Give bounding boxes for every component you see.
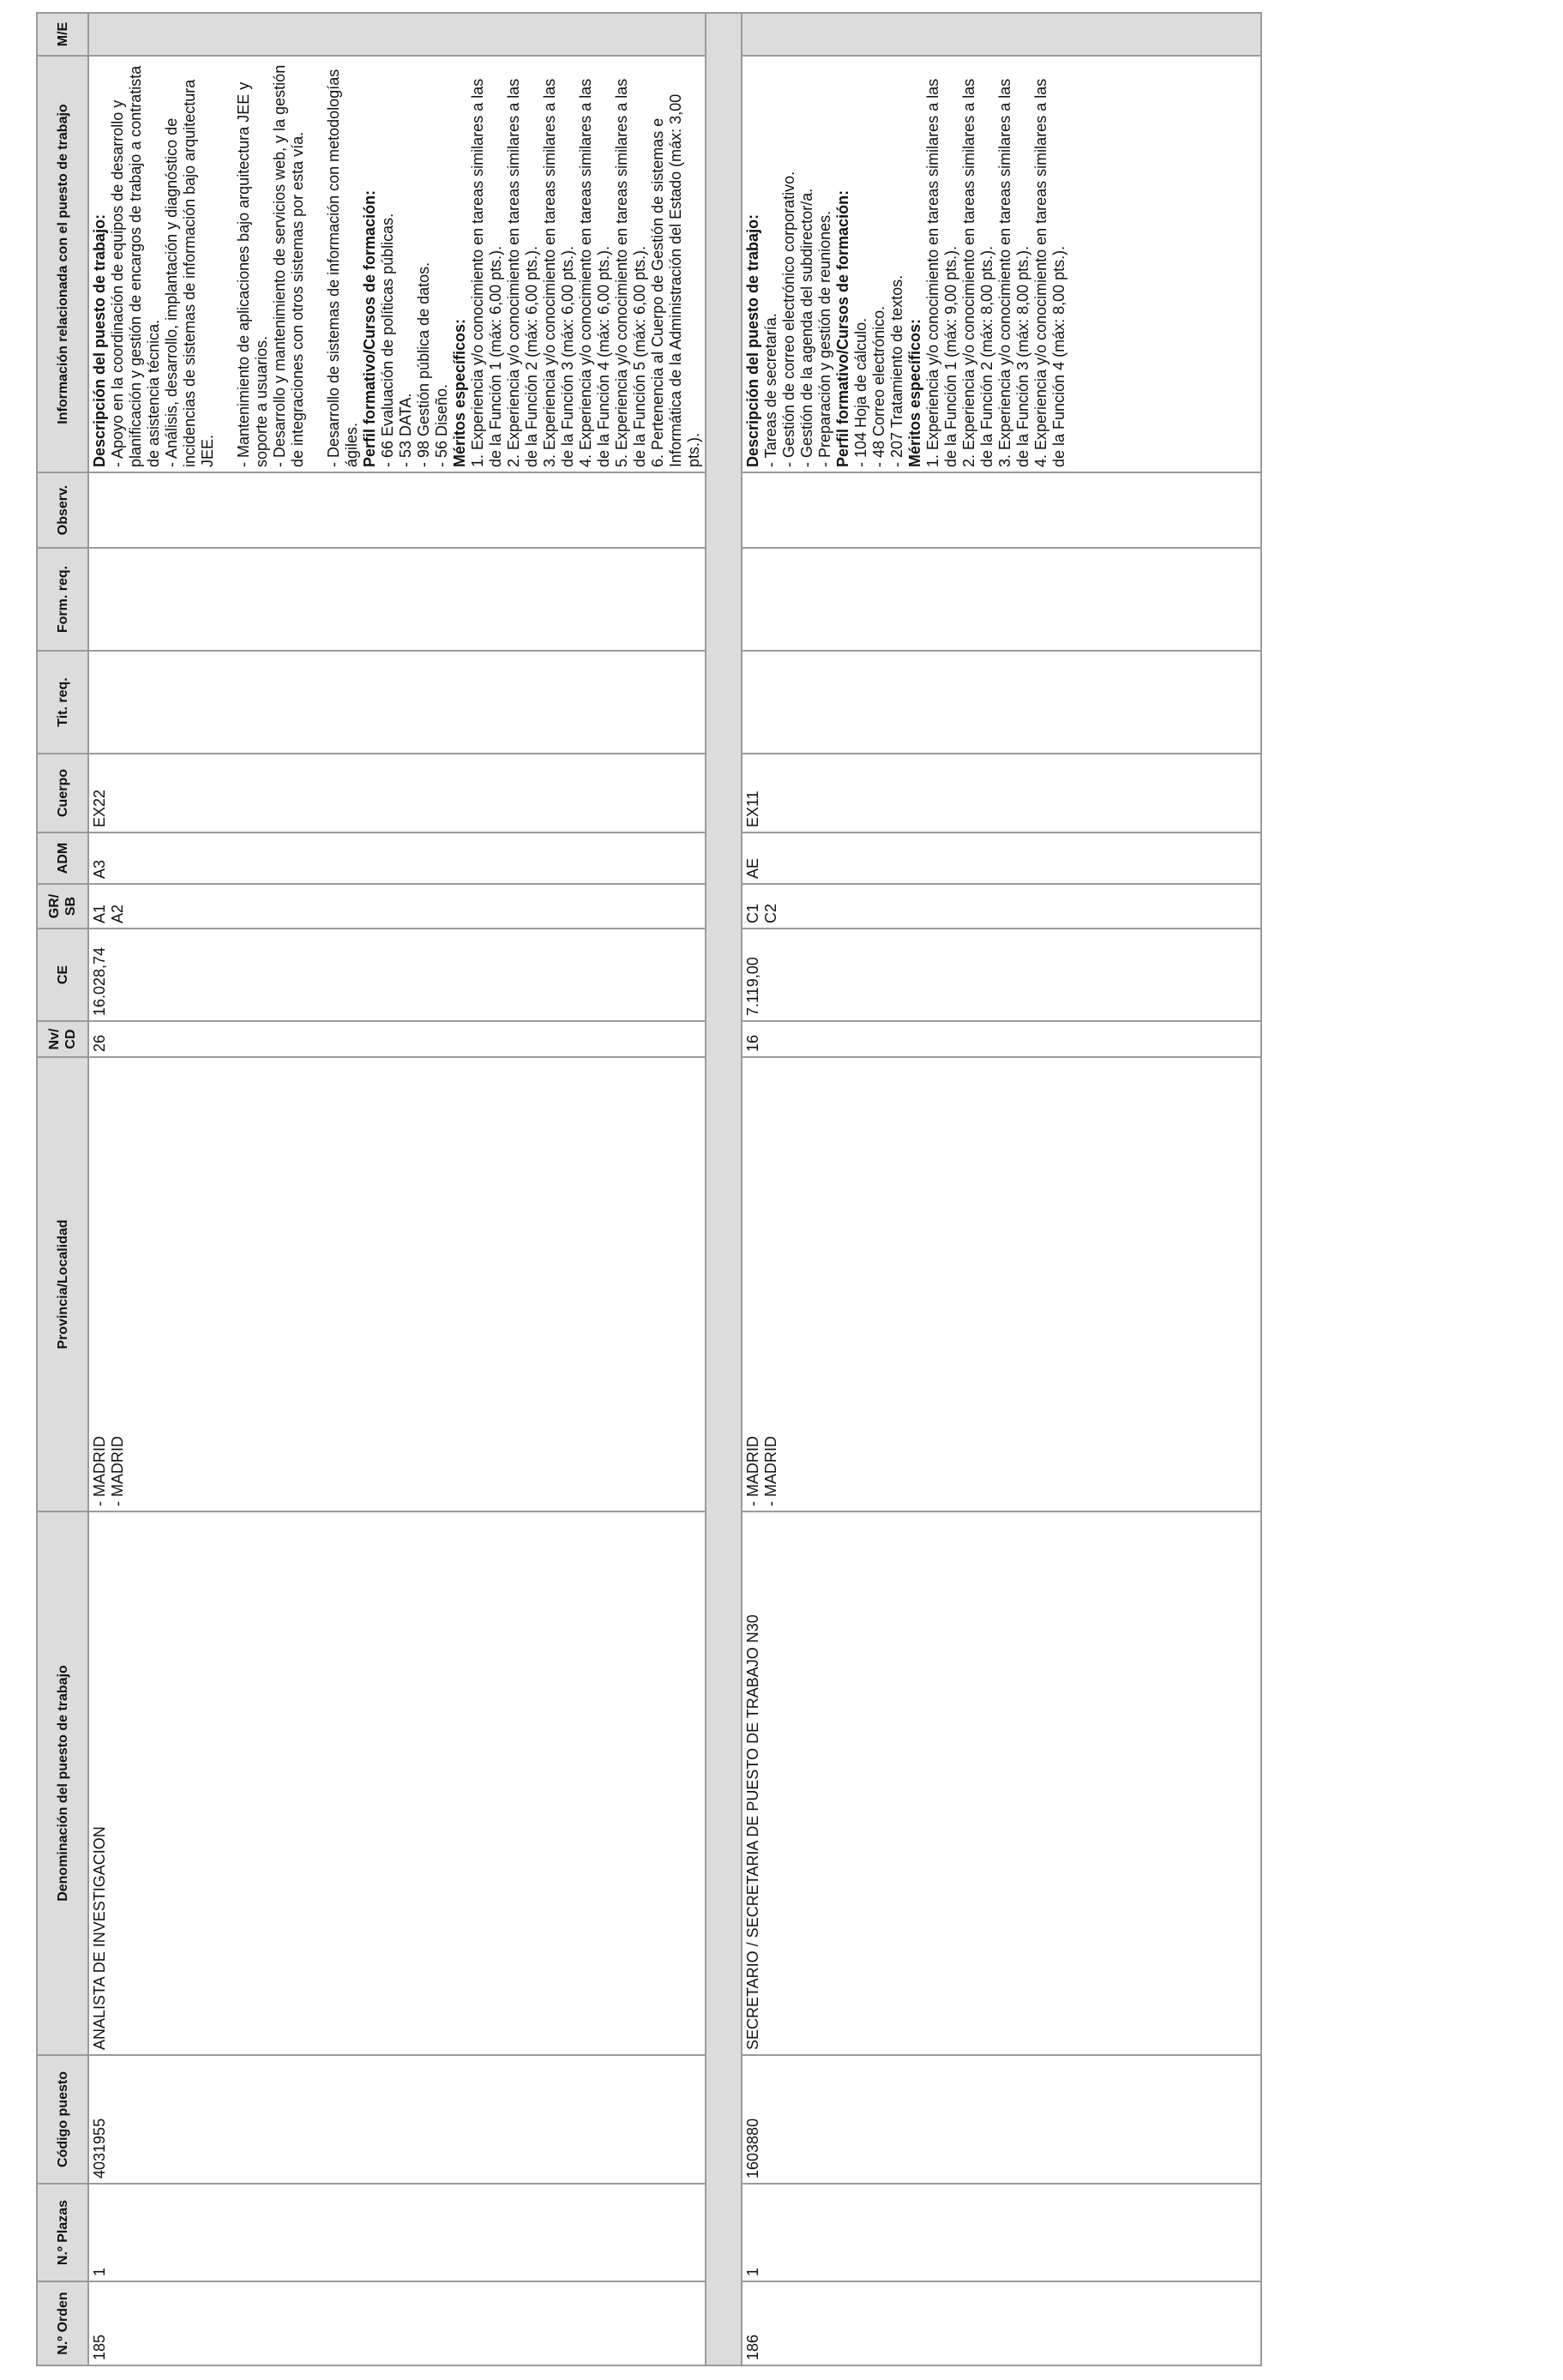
cell-adm: AE — [742, 832, 1261, 884]
info-line: - Desarrollo de sistemas de información con metodologías ágiles. — [325, 69, 360, 467]
info-line: - Gestión de la agenda del subdirector/a. — [798, 188, 815, 467]
cell-denominacion: SECRETARIO / SECRETARIA DE PUESTO DE TRABAJO N30 — [742, 1512, 1261, 2055]
info-line: 3. Experiencia y/o conocimiento en tareas similares a las de la Función 3 (máx: 8,00 pts.). — [996, 78, 1031, 467]
info-heading: Descripción del puesto de trabajo: — [744, 213, 761, 467]
cell-formacion — [742, 548, 1261, 651]
cell-titulacion — [742, 651, 1261, 754]
cell-me — [742, 13, 1261, 56]
info-line: 3. Experiencia y/o conocimiento en tareas similares a las de la Función 3 (máx: 6,00 pts.). — [541, 78, 576, 467]
info-line: 1. Experiencia y/o conocimiento en tareas similares a las de la Función 1 (máx: 9,00 pts.). — [924, 78, 959, 467]
cell-plazas: 1 — [88, 2184, 706, 2281]
info-heading: Perfil formativo/Cursos de formación: — [834, 189, 851, 467]
info-line: - Gestión de correo electrónico corporativo. — [780, 171, 797, 467]
col-header-cuerpo: Cuerpo — [37, 754, 88, 832]
cell-informacion — [88, 56, 706, 472]
table-row — [742, 13, 1261, 2365]
info-line: 2. Experiencia y/o conocimiento en tareas similares a las de la Función 2 (máx: 8,00 pts.). — [960, 78, 995, 467]
col-header-nivel: Nv/ CD — [37, 1021, 88, 1057]
col-header-titulacion: Tit. req. — [37, 651, 88, 754]
header-row — [37, 13, 88, 2365]
cell-cuerpo: EX22 — [88, 754, 706, 832]
cell-orden: 185 — [88, 2281, 706, 2365]
col-header-me: M/E — [37, 13, 88, 56]
cell-ce: 16.028,74 — [88, 929, 706, 1021]
cell-grupo — [88, 884, 706, 929]
info-line: 1. Experiencia y/o conocimiento en tareas similares a las de la Función 1 (máx: 6,00 pts.). — [469, 78, 504, 467]
row-separator — [706, 13, 742, 2365]
cell-cuerpo: EX11 — [742, 754, 1261, 832]
info-line: - 207 Tratamiento de textos. — [888, 274, 905, 467]
col-header-provincia: Provincia/Localidad — [37, 1057, 88, 1512]
cell-ce: 7.119,00 — [742, 929, 1261, 1021]
positions-table — [36, 12, 1262, 2366]
cell-grupo — [742, 884, 1261, 929]
col-header-informacion: Información relacionada con el puesto de trabajo — [37, 56, 88, 472]
cell-me — [88, 13, 706, 56]
cell-provincia — [88, 1057, 706, 1512]
provincia-line: - MADRID — [91, 1436, 108, 1506]
cell-codigo: 4031955 — [88, 2055, 706, 2184]
table-row — [88, 13, 706, 2365]
grupo-line: A2 — [109, 904, 126, 923]
cell-denominacion: ANALISTA DE INVESTIGACION — [88, 1512, 706, 2055]
info-line: - Mantenimiento de aplicaciones bajo arquitectura JEE y soporte a usuarios. — [235, 81, 270, 467]
cell-formacion — [88, 548, 706, 651]
info-line: 2. Experiencia y/o conocimiento en tareas similares a las de la Función 2 (máx: 6,00 pts.). — [505, 78, 540, 467]
cell-informacion — [742, 56, 1261, 472]
info-line: - 98 Gestión pública de datos. — [415, 261, 432, 467]
info-line: - 56 Diseño. — [433, 383, 450, 467]
info-spacer — [307, 61, 325, 467]
cell-nivel: 16 — [742, 1021, 1261, 1057]
info-heading: Perfil formativo/Cursos de formación: — [361, 189, 378, 467]
col-header-plazas: N.º Plazas — [37, 2184, 88, 2281]
col-header-adm: ADM — [37, 832, 88, 884]
col-header-orden: N.º Orden — [37, 2281, 88, 2365]
grupo-line: C1 — [744, 903, 761, 923]
grupo-line: A1 — [91, 904, 108, 923]
info-line: 6. Pertenencia al Cuerpo de Gestión de sistemas e Informática de la Administración del Estado (máx: 3,00 pts.). — [649, 93, 702, 467]
info-line: 4. Experiencia y/o conocimiento en tareas similares a las de la Función 4 (máx: 8,00 pts.). — [1032, 78, 1067, 467]
info-line: 4. Experiencia y/o conocimiento en tareas similares a las de la Función 4 (máx: 6,00 pts.). — [577, 78, 612, 467]
col-header-grupo: GR/ SB — [37, 884, 88, 929]
col-header-observaciones: Observ. — [37, 472, 88, 548]
col-header-denominacion: Denominación del puesto de trabajo — [37, 1512, 88, 2055]
provincia-line: - MADRID — [109, 1436, 126, 1506]
cell-codigo: 1603880 — [742, 2055, 1261, 2184]
info-line: - 104 Hoja de cálculo. — [852, 317, 869, 467]
cell-observaciones — [742, 472, 1261, 548]
info-line: - Desarrollo y mantenimiento de servicios web, y la gestión de integraciones con otros sistemas por esta vía. — [271, 64, 306, 467]
info-line: - Análisis, desarrollo, implantación y diagnóstico de incidencias de sistemas de información bajo arquitectura JEE. — [163, 79, 216, 467]
cell-nivel: 26 — [88, 1021, 706, 1057]
cell-observaciones — [88, 472, 706, 548]
info-line: - 48 Correo electrónico. — [870, 305, 887, 467]
col-header-codigo: Código puesto — [37, 2055, 88, 2184]
info-heading: Méritos específicos: — [906, 318, 923, 467]
info-spacer — [217, 61, 235, 467]
col-header-formacion: Form. req. — [37, 548, 88, 651]
info-line: - Tareas de secretaría. — [762, 313, 779, 467]
cell-adm: A3 — [88, 832, 706, 884]
separator-band — [706, 13, 742, 2365]
cell-titulacion — [88, 651, 706, 754]
cell-orden: 186 — [742, 2281, 1261, 2365]
provincia-line: - MADRID — [744, 1436, 761, 1506]
cell-provincia — [742, 1057, 1261, 1512]
info-line: - 66 Evaluación de políticas públicas. — [379, 213, 396, 467]
provincia-line: - MADRID — [762, 1436, 779, 1506]
cell-plazas: 1 — [742, 2184, 1261, 2281]
info-heading: Descripción del puesto de trabajo: — [91, 213, 108, 467]
info-line: - 53 DATA. — [397, 393, 414, 467]
info-line: - Preparación y gestión de reuniones. — [816, 210, 833, 467]
info-line: 5. Experiencia y/o conocimiento en tareas similares a las de la Función 5 (máx: 6,00 pts.). — [613, 78, 648, 467]
grupo-line: C2 — [762, 903, 779, 923]
col-header-ce: CE — [37, 929, 88, 1021]
info-heading: Méritos específicos: — [451, 318, 468, 467]
info-line: - Apoyo en la coordinación de equipos de desarrollo y planificación y gestión de encargos de trabajo a contratista de asistencia técnica. — [109, 65, 162, 467]
